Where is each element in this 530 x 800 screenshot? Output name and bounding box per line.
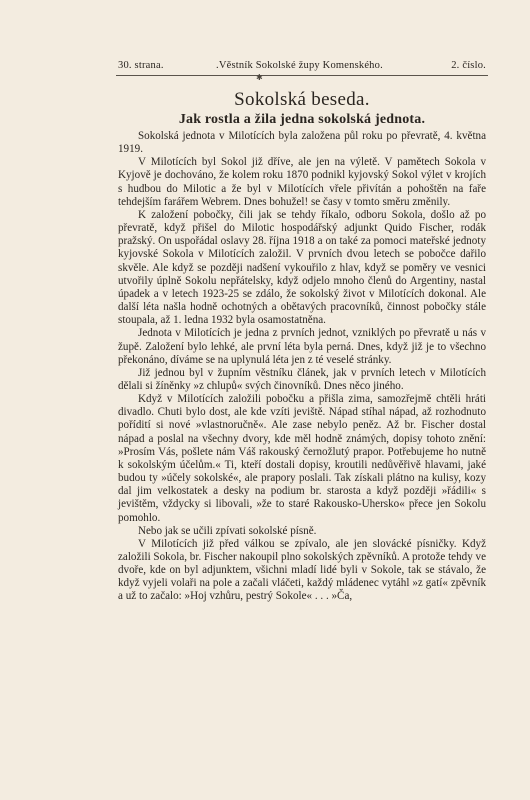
paragraph: Nebo jak se učili zpívati sokolské písně. bbox=[138, 524, 317, 537]
paragraph: Když v Milotících založili pobočku a přišla zima, samozřejmě chtěli hráti divadlo. Chuti bylo dost, ale kde vzíti jeviště. Nápad stíhal nápad, až rozhodnuto pořídití si nové »vlastnoručně«. Ale zase nebylo peněz. Až br. Fischer dostal nápad a poslal na všechny dvory, kde měl hodně známých, dopisy tohoto znění: »Prosím Vás, pošlete nám Váš rakouský černožlutý prapor. Potřebujeme ho nutně k sokolským účelům.« Ti, kteří dostali dopisy, kroutili nedůvěřivě hlavami, jaké budou ty »účely sokolské«, ale prapory poslali. Tak získali plátno na kulisy, kozy dal jim velkostatek a desky na podium br. starosta a když později »řádili« s jevištěm, vždycky si libovali, »že to staré Rakousko-Uhersko« přece jen Sokolu pomohlo. bbox=[118, 393, 486, 524]
page-number: 30. strana. bbox=[118, 60, 164, 71]
journal-name: .Věstník Sokolské župy Komenského. bbox=[216, 60, 383, 71]
paragraph: Jednota v Milotících je jedna z prvních jednot, vzniklých po převratě u nás v župě. Založení bylo lehké, ale první léta byla perná. Dnes, když již je to všechno překonáno, díváme se na uplynulá léta jen z té veselé stránky. bbox=[118, 327, 486, 366]
article-title: Sokolská beseda. bbox=[234, 89, 370, 110]
article-subtitle: Jak rostla a žila jedna sokolská jednota. bbox=[178, 112, 426, 127]
running-header bbox=[118, 60, 486, 76]
paragraph: K založení pobočky, čili jak se tehdy říkalo, odboru Sokola, došlo až po převratě, když přišel do Milotic hospodářský adjunkt Quido Fischer, rodák pražský. On uspořádal oslavy 28. října 1918 a on také za pomoci mateřské jednoty kyjovské Sokola v Milotících založil. V prvních dvou letech se pobočce dařilo skvěle. Ale když se později nadšení vykouřilo z hlav, když se poměry ve vesnici utvořily úplně Sokolu nepřátelsky, když odjelo mnoho členů do Argentiny, nastal úpadek a v letech 1923-25 se zdálo, že sokolský život v Milotících dokonal. Ale další léta našla hodně ochotných a obětavých pracovníků, činnost pobočky stále stoupala, až 1. ledna 1932 byla osamostatněna. bbox=[118, 208, 486, 327]
paragraph: Již jednou byl v župním věstníku článek, jak v prvních letech v Milotících dělali si žíněnky »z chlupů« svých činovníků. Dnes něco jiného. bbox=[118, 366, 486, 392]
paragraph: Sokolská jednota v Milotících byla založena půl roku po převratě, 4. května 1919. bbox=[118, 130, 486, 156]
issue-number: 2. číslo. bbox=[451, 60, 486, 71]
article-body bbox=[118, 130, 486, 604]
paragraph: V Milotících byl Sokol již dříve, ale jen na výletě. V pamětech Sokola v Kyjově je dochováno, že kolem roku 1870 podnikl kyjovský Sokol výlet v krojích s hudbou do Milotic a že byl v Milotících vřele přivítán a pohoštěn na faře tehdejším farářem Webrem. Dnes bohužel! se časy v tomto směru změnily. bbox=[118, 156, 486, 208]
header-rule bbox=[116, 75, 488, 76]
paragraph: V Milotících již před válkou se zpívalo, ale jen slovácké písničky. Když založili Sokola, br. Fischer nakoupil plno sokolských zpěvníků. A protože tehdy ve dvoře, kde on byl adjunktem, všichni mladí lidé byli v Sokole, tak se stávalo, že když vyjeli volaři na pole a začali vláčeti, každý mládenec vytáhl »z gatí« zpěvník a už to začalo: »Hoj vzhůru, pestrý Sokole« . . . »Ča, bbox=[118, 537, 486, 603]
ornament-icon: ✱ bbox=[256, 73, 263, 82]
